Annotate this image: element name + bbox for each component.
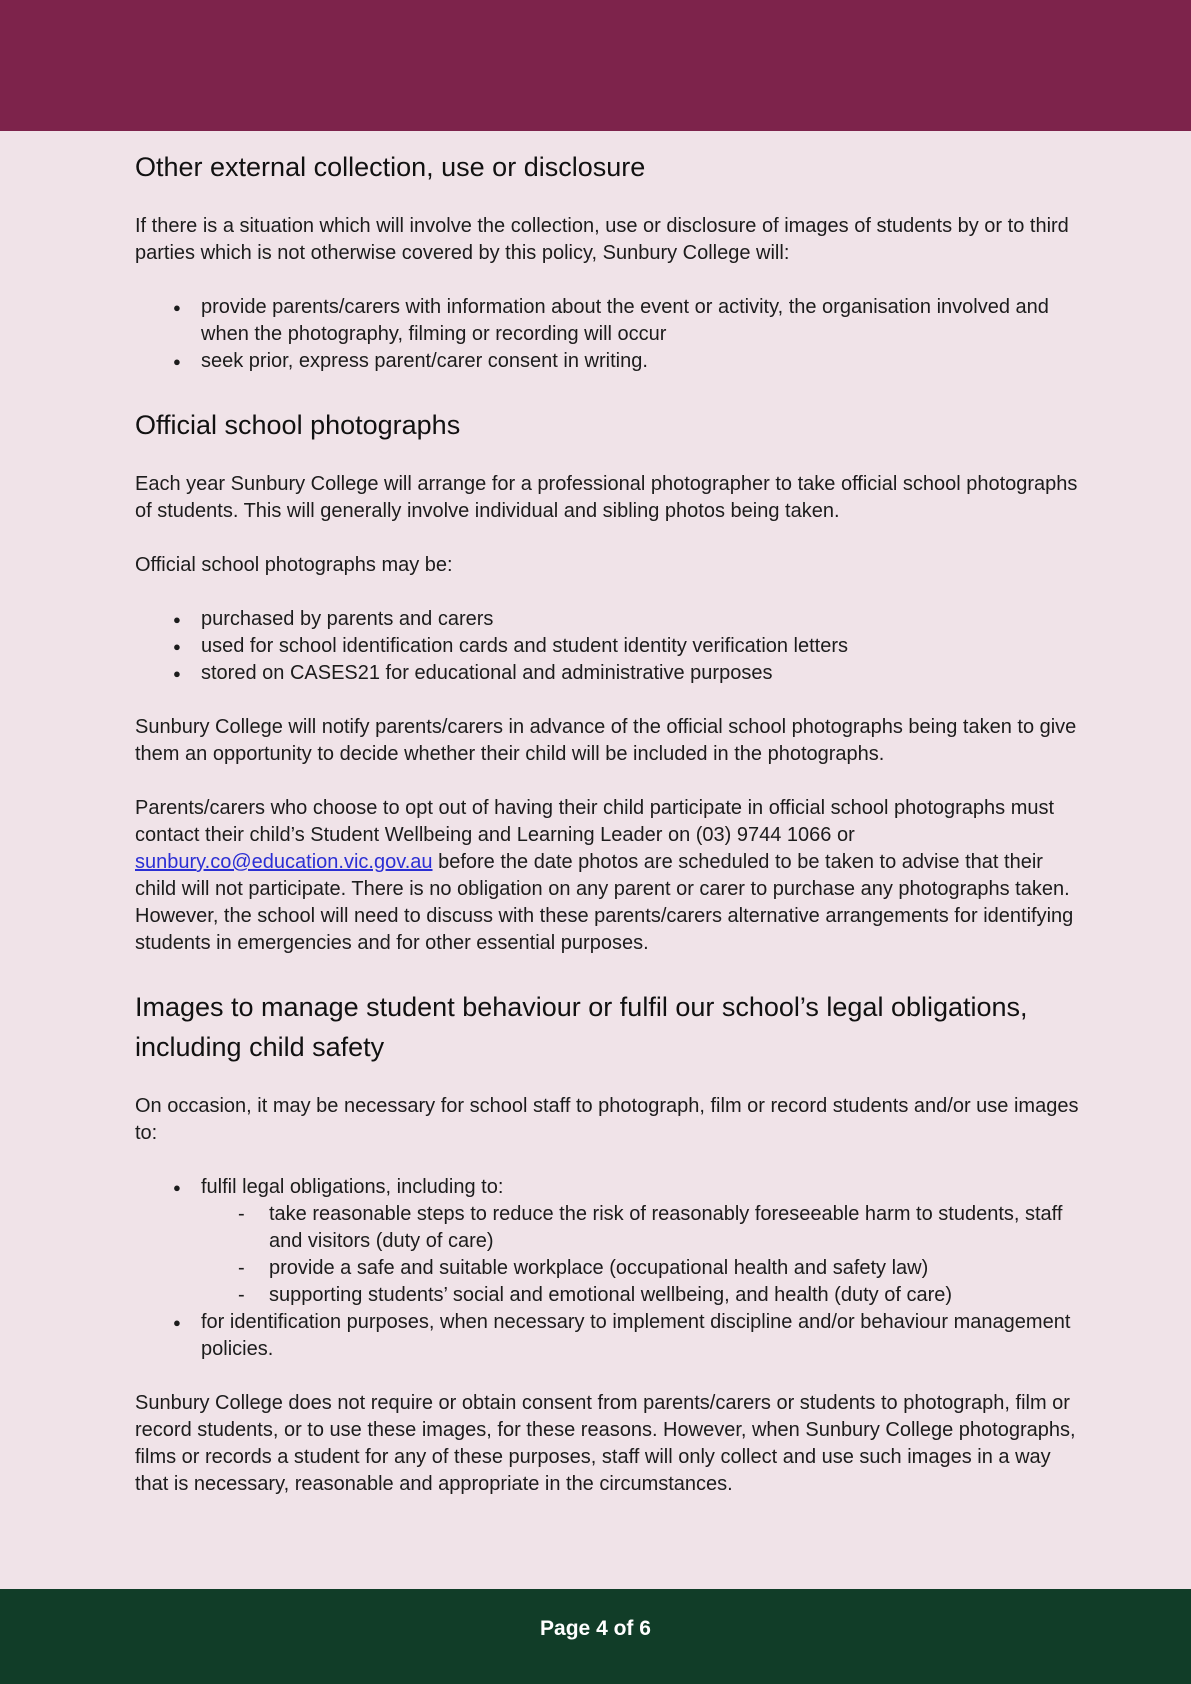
list-item (135, 606, 1079, 633)
sub-list-item (135, 1255, 1079, 1282)
sub-bullet-text: take reasonable steps to reduce the risk of reasonably foreseeable harm to students, staff and visitors (duty of care) (269, 1203, 1063, 1252)
list-item (135, 633, 1079, 660)
header-band (0, 0, 1191, 131)
sub-bullet-text: supporting students’ social and emotional wellbeing, and health (duty of care) (269, 1284, 953, 1306)
dash-icon: - (238, 1257, 245, 1279)
sub-list-item (135, 1282, 1079, 1309)
bullet-icon: ● (173, 612, 181, 627)
bullet-icon: ● (173, 354, 181, 369)
sub-list-item (135, 1201, 1079, 1255)
bullet-text: used for school identification cards and student identity verification letters (201, 635, 849, 657)
policy-content (0, 131, 1191, 1498)
bullet-text: stored on CASES21 for educational and administrative purposes (201, 662, 773, 684)
bullet-icon: ● (173, 1180, 181, 1195)
list-item (135, 1309, 1079, 1363)
list-item (135, 348, 1079, 375)
opt-out-text-after-link: before the date photos are scheduled to be taken to advise that their child will not participate. There is no obligation on any parent or carer to purchase any photographs taken. However, the school will need to discuss with these parents/carers alternative arrangements for identifying students in emergencies and for other essential purposes. (135, 851, 1074, 954)
opt-out-text-before-link: Parents/carers who choose to opt out of having their child participate in official school photographs must contact their child’s Student Wellbeing and Learning Leader on (03) 9744 1066 or (135, 797, 1055, 846)
footer-band (0, 1589, 1191, 1684)
bullet-icon: ● (173, 639, 181, 654)
paragraph-official-photos-2: Official school photographs may be: (135, 554, 453, 576)
paragraph-official-photos-1: Each year Sunbury College will arrange for a professional photographer to take official school photographs of students. This will generally involve individual and sibling photos being taken. (135, 473, 1078, 522)
bullet-text: fulfil legal obligations, including to: (201, 1176, 504, 1198)
dash-icon: - (238, 1284, 245, 1306)
sub-bullet-text: provide a safe and suitable workplace (occupational health and safety law) (269, 1257, 929, 1279)
paragraph-opt-out (135, 795, 1079, 957)
paragraph-behaviour-intro: On occasion, it may be necessary for school staff to photograph, film or record students and/or use images to: (135, 1095, 1079, 1144)
other-external-bullet-list (135, 294, 1079, 375)
email-link[interactable]: sunbury.co@education.vic.gov.au (135, 851, 433, 873)
page-number-label: Page 4 of 6 (540, 1616, 651, 1640)
bullet-text: seek prior, express parent/carer consent in writing. (201, 350, 648, 372)
section-heading-other-external-collection: Other external collection, use or disclosure (135, 152, 646, 182)
section-heading-images-to-manage-behaviour: Images to manage student behaviour or fulfil our school’s legal obligations, including child safety (135, 992, 1028, 1062)
section-heading-official-school-photographs: Official school photographs (135, 410, 461, 440)
list-item (135, 1174, 1079, 1201)
list-item (135, 660, 1079, 687)
paragraph-other-external-intro: If there is a situation which will involve the collection, use or disclosure of images of students by or to third parties which is not otherwise covered by this policy, Sunbury College will: (135, 215, 1069, 264)
bullet-icon: ● (173, 1315, 181, 1330)
behaviour-bullet-list (135, 1174, 1079, 1363)
official-photos-bullet-list (135, 606, 1079, 687)
bullet-text: provide parents/carers with information about the event or activity, the organisation involved and when the photography, filming or recording will occur (201, 296, 1049, 345)
bullet-text: purchased by parents and carers (201, 608, 494, 630)
list-item (135, 294, 1079, 348)
paragraph-behaviour-closing: Sunbury College does not require or obtain consent from parents/carers or students to photograph, film or record students, or to use these images, for these reasons. However, when Sunbury College photographs, films or records a student for any of these purposes, staff will only collect and use such images in a way that is necessary, reasonable and appropriate in the circumstances. (135, 1392, 1076, 1495)
dash-icon: - (238, 1203, 245, 1225)
bullet-icon: ● (173, 666, 181, 681)
paragraph-notify-parents: Sunbury College will notify parents/carers in advance of the official school photographs being taken to give them an opportunity to decide whether their child will be included in the photographs. (135, 716, 1077, 765)
bullet-text: for identification purposes, when necessary to implement discipline and/or behaviour management policies. (201, 1311, 1071, 1360)
bullet-icon: ● (173, 300, 181, 315)
